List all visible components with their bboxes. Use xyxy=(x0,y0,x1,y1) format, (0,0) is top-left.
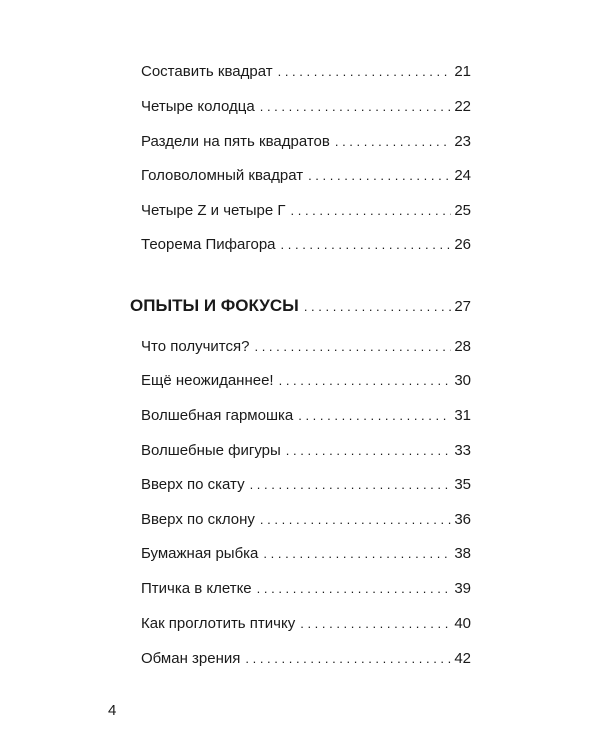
toc-entry xyxy=(141,234,471,256)
toc-entry xyxy=(141,131,471,153)
toc-entry-page: 39 xyxy=(454,580,471,597)
toc-entry-page: 31 xyxy=(454,407,471,424)
toc-entry-page: 26 xyxy=(454,236,471,253)
toc-entry-page: 25 xyxy=(454,202,471,219)
toc-entry-title: Бумажная рыбка xyxy=(141,545,259,562)
dot-leader xyxy=(254,336,451,358)
toc-section-page: 27 xyxy=(454,298,471,315)
dot-leader xyxy=(281,234,452,256)
toc-entry-page: 35 xyxy=(454,476,471,493)
dot-leader xyxy=(335,131,451,153)
dot-leader xyxy=(304,296,452,318)
toc-entry-title: Волшебные фигуры xyxy=(141,442,281,459)
toc-entry xyxy=(141,613,471,635)
toc-entry-page: 24 xyxy=(454,167,471,184)
toc-entry-title: Вверх по скату xyxy=(141,476,245,493)
toc-entry-page: 38 xyxy=(454,545,471,562)
toc-section-title: ОПЫТЫ И ФОКУСЫ xyxy=(130,296,299,315)
toc-entry-page: 21 xyxy=(454,63,471,80)
dot-leader xyxy=(298,405,451,427)
toc-entry-title: Птичка в клетке xyxy=(141,580,252,597)
toc-entry xyxy=(141,509,471,531)
toc-entry-page: 33 xyxy=(454,442,471,459)
toc-entry-page: 22 xyxy=(454,98,471,115)
toc-entry-title: Четыре Z и четыре Г xyxy=(141,202,286,219)
dot-leader xyxy=(308,165,451,187)
dot-leader xyxy=(260,509,451,531)
toc-entry-title: Вверх по склону xyxy=(141,511,255,528)
toc-entry-title: Волшебная гармошка xyxy=(141,407,294,424)
toc-entry xyxy=(141,474,471,496)
toc-entry xyxy=(141,165,471,187)
toc-entry-title: Теорема Пифагора xyxy=(141,236,276,253)
toc-entry-page: 40 xyxy=(454,615,471,632)
dot-leader xyxy=(257,578,452,600)
toc-entry-page: 28 xyxy=(454,338,471,355)
toc-entry xyxy=(141,578,471,600)
toc-entry-page: 42 xyxy=(454,650,471,667)
toc-entry xyxy=(141,648,471,670)
dot-leader xyxy=(245,648,451,670)
dot-leader xyxy=(291,200,452,222)
toc-entry-page: 36 xyxy=(454,511,471,528)
toc-entry-title: Головоломный квадрат xyxy=(141,167,304,184)
dot-leader xyxy=(300,613,451,635)
dot-leader xyxy=(250,474,452,496)
toc-entry-title: Ещё неожиданнее! xyxy=(141,372,274,389)
toc-entry-page: 30 xyxy=(454,372,471,389)
toc-entry-title: Раздели на пять квадратов xyxy=(141,133,330,150)
dot-leader xyxy=(279,370,452,392)
toc-entry-title: Обман зрения xyxy=(141,650,241,667)
toc-entry-title: Четыре колодца xyxy=(141,98,255,115)
toc-entry-title: Что получится? xyxy=(141,338,250,355)
dot-leader xyxy=(286,440,452,462)
toc-entry xyxy=(141,336,471,358)
dot-leader xyxy=(263,543,451,565)
toc-entry xyxy=(141,200,471,222)
toc-entry-title: Как проглотить птичку xyxy=(141,615,296,632)
toc-entry-title: Составить квадрат xyxy=(141,63,273,80)
toc-entry-page: 23 xyxy=(454,133,471,150)
dot-leader xyxy=(278,61,452,83)
toc-entry xyxy=(141,543,471,565)
toc-entry xyxy=(141,61,471,83)
toc-entry xyxy=(141,405,471,427)
toc-entry xyxy=(141,440,471,462)
toc-entry xyxy=(141,96,471,118)
page-number: 4 xyxy=(108,702,117,719)
toc-section-heading xyxy=(130,295,471,317)
toc-entry xyxy=(141,370,471,392)
dot-leader xyxy=(260,96,452,118)
